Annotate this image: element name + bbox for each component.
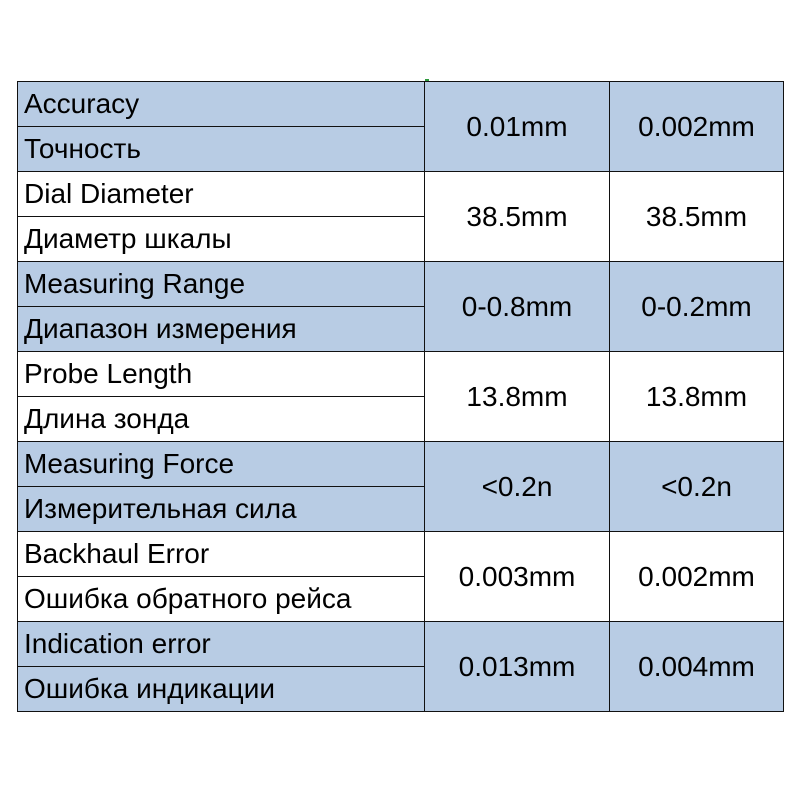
table-row — [18, 262, 784, 307]
label-en: Dial Diameter — [18, 172, 425, 217]
table-row — [18, 532, 784, 577]
value-col2: 13.8mm — [610, 352, 784, 442]
label-ru: Ошибка обратного рейса — [18, 577, 425, 622]
value-col2: <0.2n — [610, 442, 784, 532]
label-en: Backhaul Error — [18, 532, 425, 577]
value-col2: 38.5mm — [610, 172, 784, 262]
value-col2: 0-0.2mm — [610, 262, 784, 352]
label-ru: Диапазон измерения — [18, 307, 425, 352]
table-row — [18, 82, 784, 127]
table-row — [18, 622, 784, 667]
label-en: Measuring Range — [18, 262, 425, 307]
label-ru: Ошибка индикации — [18, 667, 425, 712]
table-row — [18, 442, 784, 487]
label-ru: Диаметр шкалы — [18, 217, 425, 262]
value-col1: 0.013mm — [425, 622, 610, 712]
value-col2: 0.002mm — [610, 532, 784, 622]
value-col1: <0.2n — [425, 442, 610, 532]
value-col1: 38.5mm — [425, 172, 610, 262]
table-row — [18, 352, 784, 397]
label-ru: Длина зонда — [18, 397, 425, 442]
value-col1: 0.003mm — [425, 532, 610, 622]
value-col2: 0.002mm — [610, 82, 784, 172]
label-ru: Измерительная сила — [18, 487, 425, 532]
table-row — [18, 172, 784, 217]
label-en: Indication error — [18, 622, 425, 667]
label-en: Measuring Force — [18, 442, 425, 487]
label-en: Probe Length — [18, 352, 425, 397]
label-en: Accuracy — [18, 82, 425, 127]
value-col1: 13.8mm — [425, 352, 610, 442]
value-col1: 0.01mm — [425, 82, 610, 172]
spec-table — [17, 81, 784, 712]
label-ru: Точность — [18, 127, 425, 172]
value-col2: 0.004mm — [610, 622, 784, 712]
value-col1: 0-0.8mm — [425, 262, 610, 352]
